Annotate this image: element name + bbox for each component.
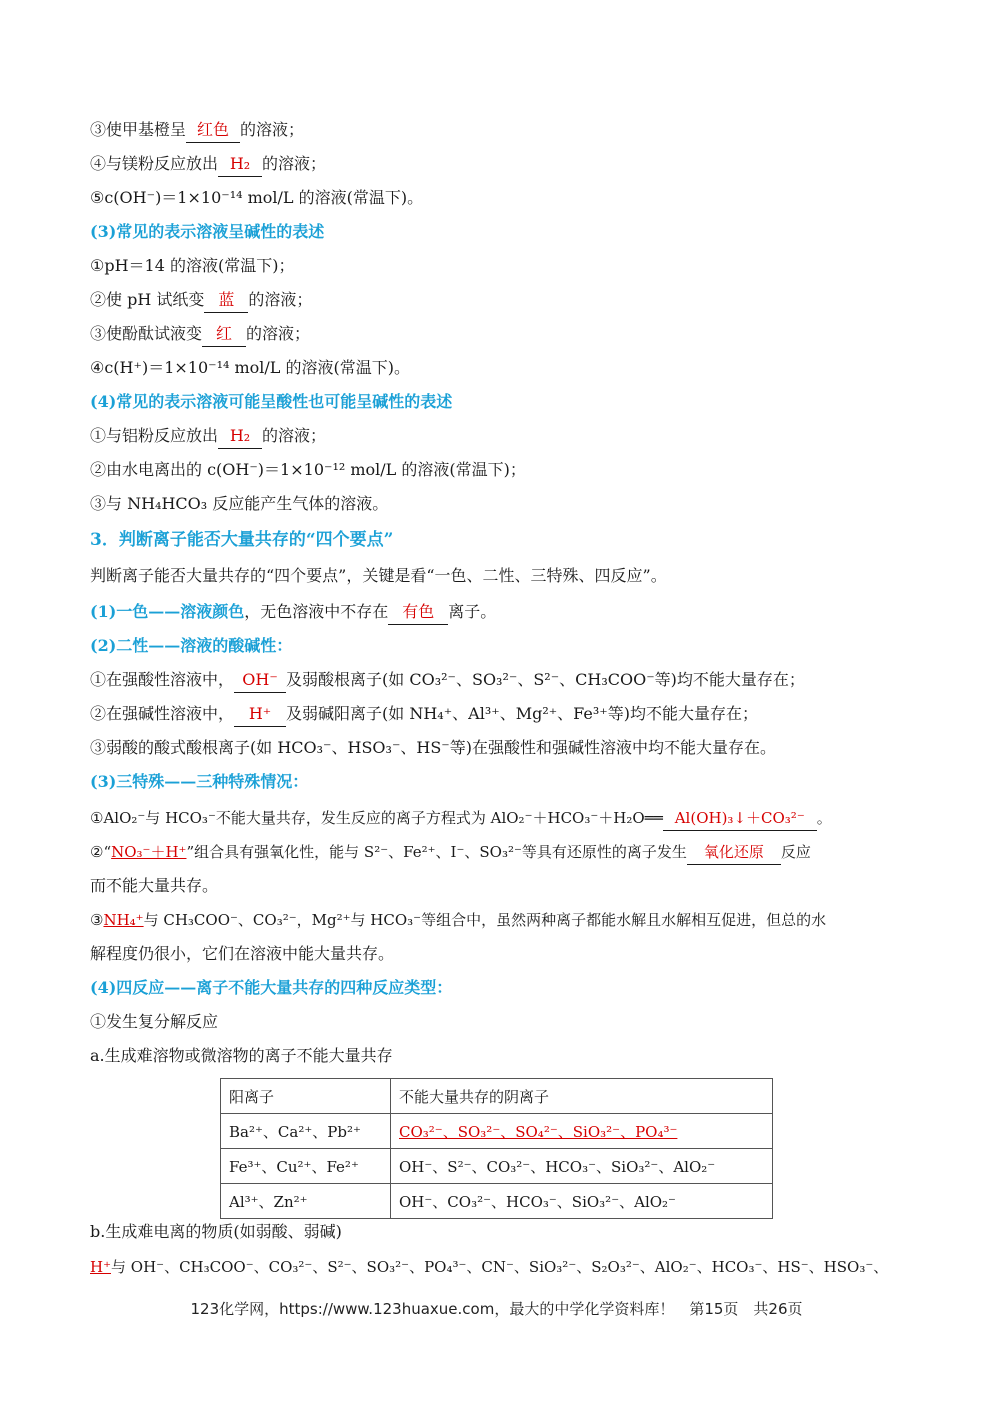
answer-blank: 蓝 [204,288,248,313]
answer-blank: H₂ [218,424,262,449]
heading-four: (4)四反应——离子不能大量共存的四种反应类型： [90,978,453,997]
basic-item-2 [90,288,905,313]
text: ③使酚酞试液变 [90,324,203,343]
text: 。 [816,809,832,827]
cation-cell: Al³⁺、Zn²⁺ [221,1184,391,1219]
text: 与 OH⁻、CH₃COO⁻、CO₃²⁻、S²⁻、SO₃²⁻、PO₄³⁻、CN⁻、SiO₃²⁻、S₂O₃²⁻、AlO₂⁻、HCO₃⁻、HS⁻、HSO₃⁻、 [111,1258,889,1276]
heading-three: (3)三特殊——三种特殊情况： [90,772,309,791]
acid-item-4 [90,152,905,177]
answer-red: H⁺ [90,1258,111,1276]
basic-item-3 [90,322,905,347]
heading-basic: (3)常见的表示溶液呈碱性的表述 [90,222,325,241]
answer-blank: H⁺ [234,702,286,727]
four-item-b-list [90,1255,905,1279]
text: 的溶液； [246,324,311,343]
text: ，无色溶液中不存在 [244,602,389,621]
acid-item-5: ⑤c(OH⁻)＝1×10⁻¹⁴ mol/L 的溶液(常温下)。 [90,188,424,207]
answer-blank: 有色 [388,600,448,625]
table-header: 阳离子 [221,1079,391,1114]
two-item-1 [90,668,905,693]
page-footer: 123化学网，https://www.123huaxue.com，最大的中学化学资料库！ 第15页 共26页 [190,1300,803,1318]
four-item-1: ①发生复分解反应 [90,1012,219,1031]
two-item-2 [90,702,905,727]
answer-blank: OH⁻ [234,668,286,693]
text: 及弱碱阳离子(如 NH₄⁺、Al³⁺、Mg²⁺、Fe³⁺等)均不能大量存在； [286,704,758,723]
text: ①AlO₂⁻与 HCO₃⁻不能大量共存，发生反应的离子方程式为 AlO₂⁻＋HCO₃⁻＋H₂O══ [90,809,663,827]
text: ②使 pH 试纸变 [90,290,205,309]
text: 的溶液； [262,154,327,173]
table-row [221,1184,773,1219]
heading-two: (2)二性——溶液的酸碱性： [90,636,293,655]
three-item-2-cont: 而不能大量共存。 [90,876,219,895]
answer-red: NO₃⁻＋H⁺ [111,843,187,861]
heading-both: (4)常见的表示溶液可能呈酸性也可能呈碱性的表述 [90,392,453,411]
cation-cell: Ba²⁺、Ca²⁺、Pb²⁺ [221,1114,391,1149]
text: ③使甲基橙呈 [90,120,187,139]
ion-table [220,1078,773,1219]
table-row [221,1149,773,1184]
text: 反应 [780,843,811,861]
three-item-3 [90,908,905,932]
answer-blank: Al(OH)₃↓＋CO₃²⁻ [663,806,817,831]
answer-blank: 氧化还原 [687,840,781,865]
text: 的溶液； [240,120,305,139]
section-3-intro: 判断离子能否大量共存的“四个要点”，关键是看“一色、二性、三特殊、四反应”。 [90,566,667,585]
text: ③ [90,911,104,929]
text: ②在强碱性溶液中， [90,704,235,723]
both-item-3: ③与 NH₄HCO₃ 反应能产生气体的溶液。 [90,494,389,513]
four-item-a: a.生成难溶物或微溶物的离子不能大量共存 [90,1046,393,1065]
text: ①在强酸性溶液中， [90,670,235,689]
text: ①与铝粉反应放出 [90,426,219,445]
answer-blank: 红 [202,322,246,347]
acid-item-3 [90,118,905,143]
point-1-color [90,600,905,625]
cation-cell: Fe³⁺、Cu²⁺、Fe²⁺ [221,1149,391,1184]
three-item-1 [90,806,905,831]
answer-blank: 红色 [186,118,240,143]
text: ”组合具有强氧化性，能与 S²⁻、Fe²⁺、I⁻、SO₃²⁻等具有还原性的离子发生 [186,843,687,861]
three-item-2 [90,840,905,865]
basic-item-4: ④c(H⁺)＝1×10⁻¹⁴ mol/L 的溶液(常温下)。 [90,358,411,377]
text: 的溶液； [248,290,313,309]
text: 离子。 [448,602,497,621]
text: 的溶液； [262,426,327,445]
anion-cell: OH⁻、S²⁻、CO₃²⁻、HCO₃⁻、SiO₃²⁻、AlO₂⁻ [391,1149,773,1184]
text: 与 CH₃COO⁻、CO₃²⁻，Mg²⁺与 HCO₃⁻等组合中，虽然两种离子都能水解且水解相互促进，但总的水 [143,911,827,929]
text: ④与镁粉反应放出 [90,154,219,173]
answer-red: NH₄⁺ [103,911,144,929]
text: 及弱酸根离子(如 CO₃²⁻、SO₃²⁻、S²⁻、CH₃COO⁻等)均不能大量存在； [286,670,805,689]
anion-cell: OH⁻、CO₃²⁻、HCO₃⁻、SiO₃²⁻、AlO₂⁻ [391,1184,773,1219]
point-label: (1)一色——溶液颜色 [90,602,245,621]
answer-blank: H₂ [218,152,262,177]
table-header-row [221,1079,773,1114]
two-item-3: ③弱酸的酸式酸根离子(如 HCO₃⁻、HSO₃⁻、HS⁻等)在强酸性和强碱性溶液中均不能大量存在。 [90,738,776,757]
three-item-3-cont: 解程度仍很小，它们在溶液中能大量共存。 [90,944,395,963]
both-item-1 [90,424,905,449]
section-3-title: 3．判断离子能否大量共存的“四个要点” [90,530,394,550]
anion-cell: CO₃²⁻、SO₃²⁻、SO₄²⁻、SiO₃²⁻、PO₄³⁻ [391,1114,773,1149]
table-header: 不能大量共存的阴离子 [391,1079,773,1114]
text: ②“ [90,843,112,861]
basic-item-1: ①pH＝14 的溶液(常温下)； [90,256,295,275]
table-row [221,1114,773,1149]
both-item-2: ②由水电离出的 c(OH⁻)＝1×10⁻¹² mol/L 的溶液(常温下)； [90,460,526,479]
four-item-b: b.生成难电离的物质(如弱酸、弱碱) [90,1222,342,1241]
